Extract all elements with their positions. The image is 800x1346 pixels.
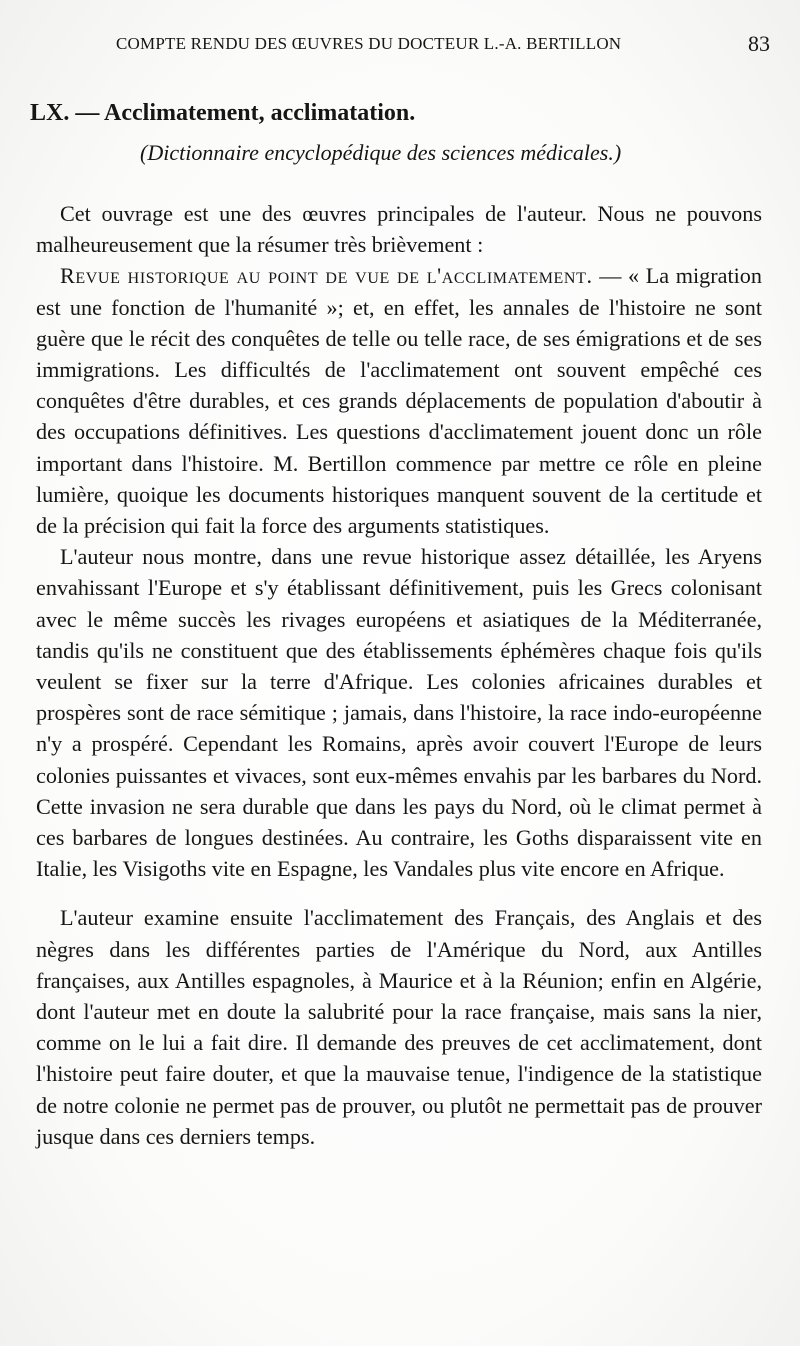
paragraph-acclimatement-francais: L'auteur examine ensuite l'acclimatement des Français, des Anglais et des nègres dans les différentes parties de l'Amérique du Nord, aux Antilles françaises, aux Antilles espagnoles, à Maurice et à la Réunion; enfin en Algérie, dont l'auteur met en doute la salubrité pour la race française, mais sans la nier, comme on le lui a fait dire. Il demande des preuves de cet acclimatement, dont l'histoire peut faire douter, et que la mauvaise tenue, l'indigence de la statistique de notre colonie ne permet pas de prouver, ou plutôt ne permettait pas de prouver jusque dans ces derniers temps. [36,905,762,1149]
section-heading: LX. — Acclimatement, acclimatation. [30,100,416,126]
section-source: (Dictionnaire encyclopédique des sciences médicales.) [140,140,622,165]
paragraph-aryens: L'auteur nous montre, dans une revue historique assez détaillée, les Aryens envahissant l'Europe et s'y établissant définitivement, puis les Grecs colonisant avec le même succès les rivages européens et asiatiques de la Méditerranée, tandis qu'ils ne constituent que des établissements éphémères chaque fois qu'ils veulent se fixer sur la terre d'Afrique. Les colonies africaines durables et prospères sont de race sémitique ; jamais, dans l'histoire, la race indo-européenne n'y a prospéré. Cependant les Romains, après avoir couvert l'Europe de leurs colonies puissantes et vivaces, sont eux-mêmes envahis par les barbares du Nord. Cette invasion ne sera durable que dans les pays du Nord, où le climat permet à ces barbares de longues destinées. Au contraire, les Goths disparaissent vite en Italie, les Visigoths vite en Espagne, les Vandales plus vite encore en Afrique. [36,544,762,882]
page-number: 83 [748,31,770,56]
paragraph-lead-heading: Revue historique au point de vue de l'acclimatement. [60,263,593,289]
paragraph-historical-review [36,260,762,541]
body-text [36,198,762,1152]
running-head [100,30,770,60]
running-title: COMPTE RENDU DES ŒUVRES DU DOCTEUR L.-A. BERTILLON [116,34,622,53]
paragraph-historical-review-text: — « La migration est une fonction de l'humanité »; et, en effet, les annales de l'histoire ne sont guère que le récit des conquêtes de telle ou telle race, de ses émigrations et de ses immigrations. Les difficultés de l'acclimatement ont souvent empêché ces conquêtes d'être durables, et ces grands déplacements de population d'aboutir à des occupations définitives. Les questions d'acclimatement jouent donc un rôle important dans l'histoire. M. Bertillon commence par mettre ce rôle en pleine lumière, quoique les documents historiques manquent souvent de la certitude et de la précision qui fait la force des arguments statistiques. [36,263,762,539]
paragraph-intro: Cet ouvrage est une des œuvres principales de l'auteur. Nous ne pouvons malheureusement que la résumer très brièvement : [36,201,762,258]
